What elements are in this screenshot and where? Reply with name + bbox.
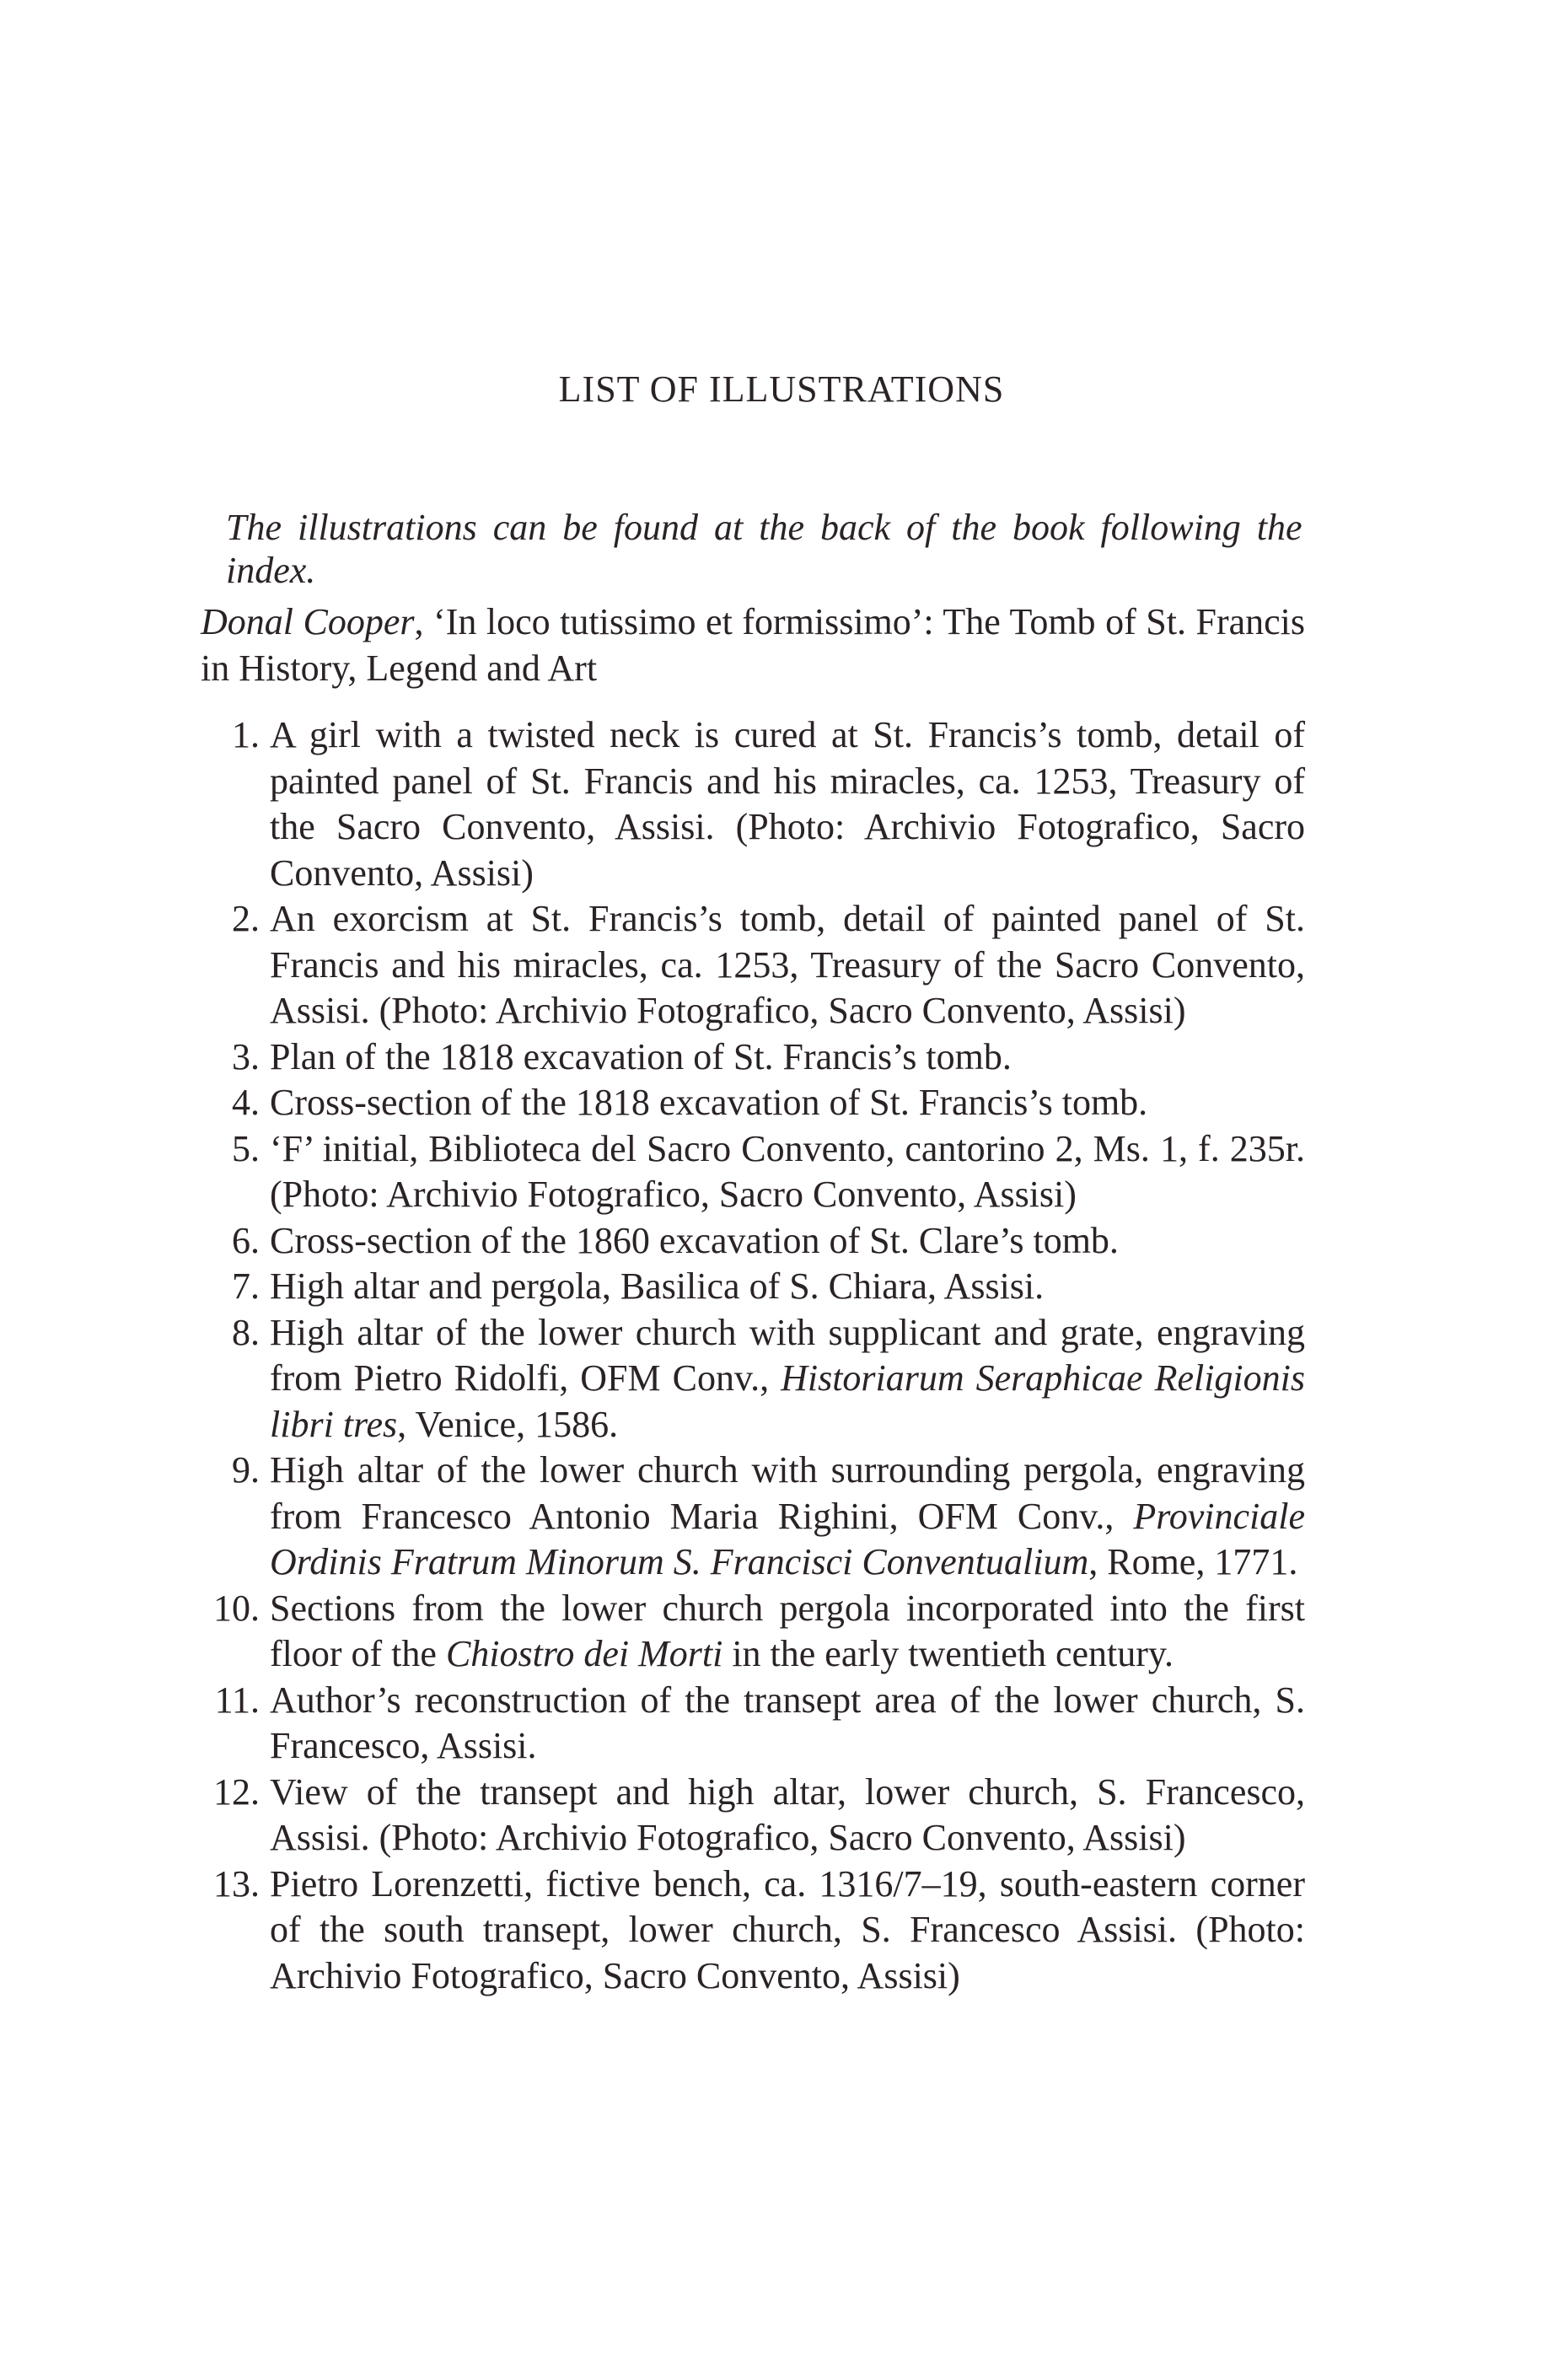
illustration-item (201, 712, 1305, 896)
illustration-number: 4. (232, 1082, 260, 1123)
illustration-caption: High altar and pergola, Basilica of S. Chiara, Assisi. (270, 1265, 1045, 1307)
illustration-number: 12. (213, 1770, 260, 1813)
illustration-item (201, 1448, 1305, 1586)
illustration-caption: Pietro Lorenzetti, fictive bench, ca. 1316/7–19, south-eastern corner of the south transept, lower church, S. Francesco Assisi. (Photo: Archivio Fotografico, Sacro Convento, Assisi) (270, 1862, 1305, 1996)
illustration-caption: View of the transept and high altar, lower church, S. Francesco, Assisi. (Photo: Archivio Fotografico, Sacro Convento, Assisi) (270, 1770, 1305, 1858)
illustration-item (201, 1310, 1305, 1448)
illustration-number: 7. (232, 1265, 260, 1307)
illustration-number: 6. (232, 1219, 260, 1261)
illustration-item (201, 1218, 1305, 1265)
illustration-item (201, 1264, 1305, 1310)
illustration-number: 10. (213, 1587, 260, 1629)
illustration-caption: Sections from the lower church pergola incorporated into the first floor of the Chiostro dei Morti in the early twentieth century. (270, 1587, 1305, 1674)
illustration-item (201, 1862, 1305, 2000)
illustration-item (201, 1080, 1305, 1126)
illustration-caption: Plan of the 1818 excavation of St. Francis’s tomb. (270, 1035, 1012, 1077)
page-title: LIST OF ILLUSTRATIONS (558, 368, 1005, 410)
illustration-number: 9. (232, 1449, 260, 1491)
illustrations-list (201, 712, 1305, 1999)
illustration-item (201, 896, 1305, 1034)
illustration-number: 1. (232, 714, 260, 755)
illustration-caption: Cross-section of the 1818 excavation of St. Francis’s tomb. (270, 1082, 1148, 1123)
illustration-caption: High altar of the lower church with surrounding pergola, engraving from Francesco Antonio Maria Righini, OFM Conv., Provinciale Ordinis Fratrum Minorum S. Francisci Conventualium, Rome, 1771. (270, 1449, 1305, 1582)
illustration-caption: Author’s reconstruction of the transept area of the lower church, S. Francesco, Assisi. (270, 1679, 1305, 1766)
illustration-item (201, 1678, 1305, 1770)
illustration-item (201, 1770, 1305, 1862)
illustration-number: 3. (232, 1035, 260, 1077)
illustration-caption: Cross-section of the 1860 excavation of St. Clare’s tomb. (270, 1219, 1119, 1261)
illustration-number: 11. (214, 1679, 260, 1721)
place-name: Chiostro dei Morti (445, 1633, 723, 1674)
illustration-number: 13. (213, 1862, 260, 1905)
illustration-caption: ‘F’ initial, Biblioteca del Sacro Convento, cantorino 2, Ms. 1, f. 235r. (Photo: Archivio Fotografico, Sacro Convento, Assisi) (270, 1127, 1305, 1215)
book-title: Provinciale Ordinis Fratrum Minorum S. Francisci Conventualium (270, 1495, 1305, 1582)
illustration-number: 5. (232, 1127, 260, 1169)
illustration-item (201, 1586, 1305, 1678)
illustration-caption: An exorcism at St. Francis’s tomb, detail of painted panel of St. Francis and his miracles, ca. 1253, Treasury of the Sacro Convento, Assisi. (Photo: Archivio Fotografico, Sacro Convento, Assisi) (270, 898, 1305, 1031)
section-author: Donal Cooper (201, 601, 415, 642)
illustration-caption: High altar of the lower church with supplicant and grate, engraving from Pietro Ridolfi, OFM Conv., Historiarum Seraphicae Religionis libri tres, Venice, 1586. (270, 1311, 1305, 1445)
illustration-caption: A girl with a twisted neck is cured at St. Francis’s tomb, detail of painted panel of St. Francis and his miracles, ca. 1253, Treasury of the Sacro Convento, Assisi. (Photo: Archivio Fotografico, Sacro Convento, Assisi) (270, 714, 1305, 894)
illustration-number: 2. (232, 898, 260, 939)
illustration-number: 8. (232, 1311, 260, 1353)
book-title: Historiarum Seraphicae Religionis libri tres (270, 1357, 1305, 1445)
illustration-item (201, 1034, 1305, 1081)
intro-note: The illustrations can be found at the back of the book following the index. (226, 507, 1302, 591)
illustration-item (201, 1126, 1305, 1218)
section-heading (201, 599, 1305, 691)
section-title: , ‘In loco tutissimo et formissimo’: The Tomb of St. Francis in History, Legend and Art (201, 601, 1306, 689)
